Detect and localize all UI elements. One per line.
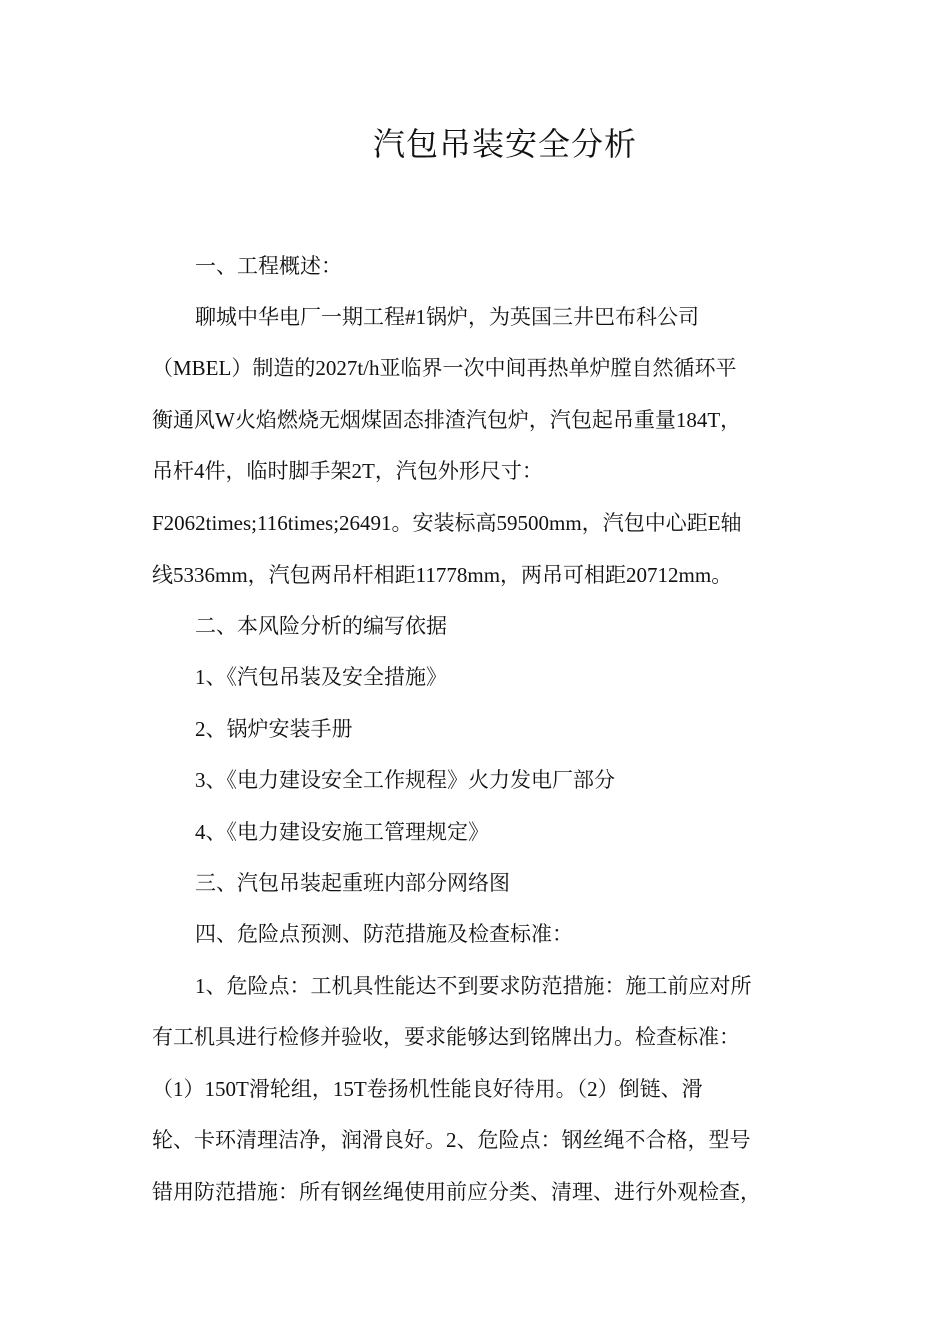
list-item: 1、《汽包吊装及安全措施》 xyxy=(195,665,447,689)
section-heading-overview: 一、工程概述： xyxy=(195,254,342,278)
paragraph-line: 吊杆4件，临时脚手架2T，汽包外形尺寸： xyxy=(152,459,543,483)
list-item: 3、《电力建设安全工作规程》火力发电厂部分 xyxy=(195,768,615,792)
paragraph-line: F2062times;116times;26491。安装标高59500mm，汽包中心距E轴 xyxy=(152,511,742,535)
paragraph-line: 1、危险点：工机具性能达不到要求防范措施：施工前应对所 xyxy=(195,974,752,998)
paragraph-line: （1）150T滑轮组，15T卷扬机性能良好待用。（2）倒链、滑 xyxy=(152,1077,703,1101)
paragraph-line: 错用防范措施：所有钢丝绳使用前应分类、清理、进行外观检查， xyxy=(152,1180,761,1204)
paragraph-line: 有工机具进行检修并验收，要求能够达到铭牌出力。检查标准： xyxy=(152,1025,740,1049)
list-item: 4、《电力建设安施工管理规定》 xyxy=(195,820,489,844)
paragraph-line: （MBEL）制造的2027t/h亚临界一次中间再热单炉膛自然循环平 xyxy=(152,356,737,380)
section-heading-network: 三、汽包吊装起重班内部分网络图 xyxy=(195,871,510,895)
paragraph-line: 轮、卡环清理洁净，润滑良好。2、危险点：钢丝绳不合格，型号 xyxy=(152,1128,751,1152)
document-title: 汽包吊装安全分析 xyxy=(372,126,637,162)
section-heading-basis: 二、本风险分析的编写依据 xyxy=(195,614,447,638)
paragraph-line: 聊城中华电厂一期工程#1锅炉，为英国三井巴布科公司 xyxy=(195,305,699,329)
paragraph-line: 衡通风W火焰燃烧无烟煤固态排渣汽包炉，汽包起吊重量184T， xyxy=(152,408,742,432)
paragraph-line: 线5336mm，汽包两吊杆相距11778mm，两吊可相距20712mm。 xyxy=(152,563,733,587)
section-heading-hazards: 四、危险点预测、防范措施及检查标准： xyxy=(195,922,573,946)
list-item: 2、锅炉安装手册 xyxy=(195,717,353,741)
